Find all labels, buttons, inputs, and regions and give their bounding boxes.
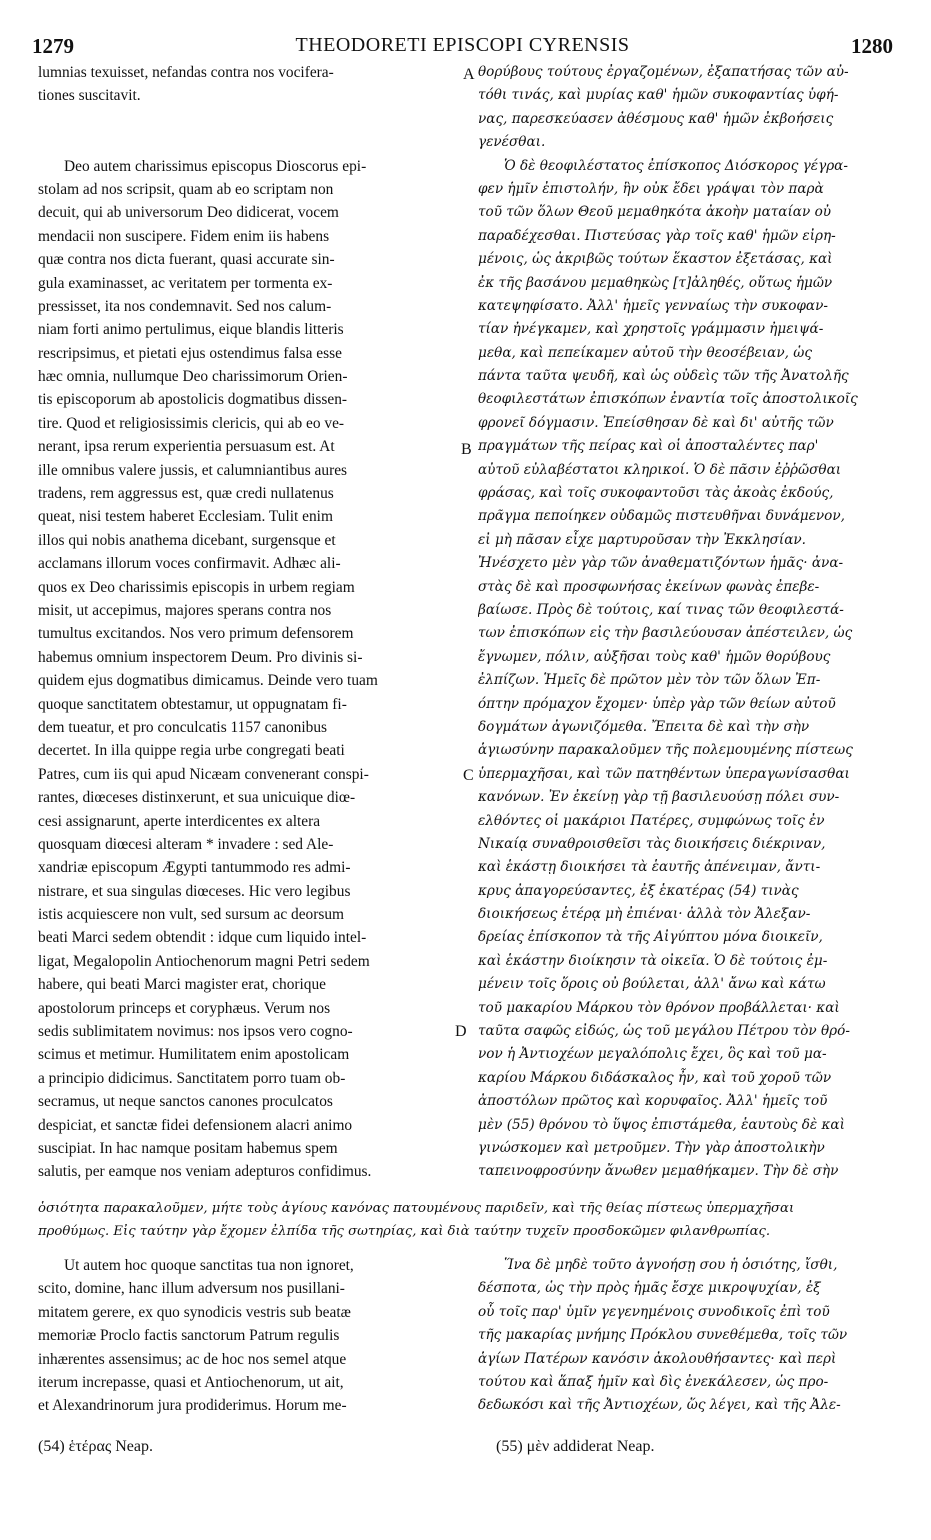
text-line: tiones suscitavit. <box>38 87 141 105</box>
text-line: inhærentes assensimus; ac de hoc nos semel atque <box>38 1350 347 1368</box>
text-line: ἐλπίζων. Ἡμεῖς δὲ πρῶτον μὲν τὸν τῶν ὅλων Ἐπ- <box>478 672 821 689</box>
text-line: των ἐπισκόπων εἰς τὴν βασιλεύουσαν ἀπέστειλεν, ὡς <box>478 625 853 642</box>
text-line: βαίωσε. Πρὸς δὲ τούτοις, καί τινας τῶν θεοφιλεστά- <box>478 601 844 618</box>
text-line: nerant, ipsa rerum experientia persuasum est. At <box>38 438 335 456</box>
text-line: μένοις, ὡς ἀκριβῶς τούτων ἕκαστον ἐξετάσας, καὶ <box>478 251 833 268</box>
text-line: ὁσιότητα παρακαλοῦμεν, μήτε τοὺς ἁγίους κανόνας πατουμένους παριδεῖν, καὶ τῆς θείας πίστεως ὑπερμαχῆσαι <box>38 1201 795 1216</box>
text-line: ταῦτα σαφῶς εἰδώς, ὡς τοῦ μεγάλου Πέτρου τὸν θρό- <box>478 1023 850 1040</box>
text-line: παραδέχεσθαι. Πιστεύσας γὰρ τοῖς καθ' ἡμῶν εἰρη- <box>478 227 836 244</box>
text-line: memoriæ Proclo factis sanctorum Patrum regulis <box>38 1327 340 1345</box>
text-line: ille omnibus valere jussis, et calumniantibus aures <box>38 461 348 479</box>
text-line: τῆς μακαρίας μνήμης Πρόκλου συνεθέμεθα, τοῖς τῶν <box>478 1327 848 1344</box>
text-line: misit, ut accepimus, majores sperans contra nos <box>38 601 332 619</box>
full-width-greek-text <box>38 1197 901 1244</box>
text-line: tradens, rem aggressus est, quæ credi nullatenus <box>38 485 334 503</box>
text-line: αὐτοῦ εὐλαβέστατοι κληρικοί. Ὁ δὲ πᾶσιν ἐῤῥῶσθαι <box>478 461 842 478</box>
section-marker-b: B <box>461 441 472 458</box>
text-line: habemus omnium inspectorem Deum. Pro divinis si- <box>38 648 363 666</box>
text-line: θεοφιλεστάτων ἐπισκόπων ἐναντία τοῖς ἀποστολικοῖς <box>478 391 858 408</box>
text-line: quidem ejus dogmatibus dimicamus. Deinde vero tuam <box>38 672 378 690</box>
right-page-number: 1280 <box>851 34 893 58</box>
text-line: quos ex Deo charissimis episcopis in urbem regiam <box>38 578 355 596</box>
text-line: queat, nisi testem haberet Ecclesiam. Tulit enim <box>38 508 333 526</box>
text-line: δογμάτων ἀγωνιζόμεθα. Ἔπειτα δὲ καὶ τὴν σὴν <box>478 718 810 735</box>
text-line: ἔγνωμεν, πόλιν, αὐξῆσαι τοὺς καθ' ἡμῶν θορύβους <box>478 648 831 665</box>
text-line: καὶ ἑκάστην διοίκησιν τὰ οἰκεῖα. Ὁ δὲ τούτοις ἐμ- <box>478 952 828 969</box>
text-line: όπτην πρόμαχον ἔχομεν· ὑπὲρ γὰρ τῶν θείων αὐτοῦ <box>478 695 836 712</box>
text-line: tis episcoporum ab apostolicis dogmatibus dissen- <box>38 391 348 409</box>
text-line: στὰς δὲ καὶ προσφωνήσας ἐκείνων φωνὰς ἐπεβε- <box>478 578 820 595</box>
text-line: τοῦ τῶν ὅλων Θεοῦ μεμαθηκότα ἀκοὴν ματαίαν οὐ <box>478 204 832 221</box>
text-line: et Alexandrinorum jura prodiderimus. Horum me- <box>38 1397 347 1415</box>
text-line: πραγμάτων τῆς πείρας καὶ οἱ ἀποσταλέντες παρ' <box>478 438 819 455</box>
left-page-number: 1279 <box>32 34 74 58</box>
text-line: κατεψηφίσατο. Ἀλλ' ἡμεῖς γενναίως τὴν συκοφαν- <box>478 297 828 314</box>
text-line: τίαν ἠνέγκαμεν, καὶ χρηστοῖς γράμμασιν ἠμειψά- <box>478 321 824 338</box>
latin-column <box>38 61 456 1184</box>
text-line: φεν ἡμῖν ἐπιστολήν, ἣν οὐκ ἔδει γράψαι τὸν παρὰ <box>478 180 824 197</box>
text-line: πάντα ταῦτα ψευδῆ, καὶ ὡς οὐδεὶς τῶν τῆς Ἀνατολῆς <box>478 368 849 385</box>
text-line: despiciat, et sanctæ fidei defensionem alacri animo <box>38 1116 353 1134</box>
text-line: salutis, per eamque nos veniam adepturos confidimus. <box>38 1163 372 1181</box>
text-line: Νικαίᾳ συναθροισθεῖσι τὰς διοικήσεις διέκριναν, <box>478 835 826 852</box>
text-line: φρονεῖ δόγμασιν. Ἐπείσθησαν δὲ καὶ δι' αὐτῆς τῶν <box>478 414 834 431</box>
text-line: xandriæ episcopum Ægypti tantummodo res admi- <box>38 859 351 877</box>
text-line: scimus et metimur. Humilitatem enim apostolicam <box>38 1046 350 1064</box>
text-line: scito, domine, hanc illum adversum nos pusillani- <box>38 1280 345 1298</box>
text-line: μὲν (55) θρόνου τὸ ὕψος ἐπιστάμεθα, ἑαυτοὺς δὲ καὶ <box>478 1116 845 1133</box>
text-line: stolam ad nos scripsit, quam ab eo scriptam non <box>38 180 334 198</box>
text-line: Ἠνέσχετο μὲν γὰρ τῶν ἀναθεματιζόντων ἡμᾶς· ἀνα- <box>478 555 844 572</box>
text-line <box>38 108 456 131</box>
text-line: δέσποτα, ὡς τὴν πρὸς ἡμᾶς ἔσχε μικροψυχίαν, ἐξ <box>478 1280 821 1297</box>
text-line: ἁγιωσύνην παρακαλοῦμεν τῆς πολεμουμένης πίστεως <box>478 742 853 759</box>
text-line: dem tueatur, et pro conculcatis 1157 canonibus <box>38 718 328 736</box>
text-line: γενέσθαι. <box>478 134 546 151</box>
footnote-right: (55) μὲν addiderat Neap. <box>496 1438 655 1455</box>
text-line: ἁγίων Πατέρων κανόσιν ἀκολουθήσαντες· καὶ περὶ <box>478 1350 837 1367</box>
text-line: hæc omnia, nullumque Deo charissimorum Orien- <box>38 368 348 386</box>
text-line: πρᾶγμα πεποίηκεν οὐδαμῶς πιστευθῆναι δυνάμενον, <box>478 508 845 525</box>
section-marker-c: C <box>463 767 474 784</box>
text-line: Ut autem hoc quoque sanctitas tua non ignoret, <box>64 1257 354 1274</box>
latin-column-continued <box>38 1254 456 1418</box>
text-line: rantes, diœceses distinxerunt, et sua unicuique diœ- <box>38 789 356 807</box>
text-line: ὑπερμαχῆσαι, καὶ τῶν πατηθέντων ὑπεραγωνίσασθαι <box>478 765 850 782</box>
text-line: Ὁ δὲ θεοφιλέστατος ἐπίσκοπος Διόσκορος γέγρα- <box>504 157 848 174</box>
text-line: προθύμως. Εἰς ταύτην γὰρ ἔχομεν ἐλπίδα τῆς σωτηρίας, καὶ διὰ ταύτην τυχεῖν προσδοκῶμεν φιλανθρωπίας. <box>38 1224 771 1240</box>
text-line: a principio didicimus. Sanctitatem porro tuam ob- <box>38 1069 346 1087</box>
section-marker-a: A <box>463 66 475 83</box>
text-line: tumultus excitandos. Nos vero primum defensorem <box>38 625 354 643</box>
text-line: suscipiat. In hac namque positam habemus spem <box>38 1139 338 1157</box>
text-line: nistrare, et sua singulas diœceses. Hic vero legibus <box>38 882 351 900</box>
page-header <box>32 34 893 64</box>
text-line: τούτου καὶ ἅπαξ ἡμῖν καὶ δὶς ἐνεκάλεσεν, ὡς προ- <box>478 1373 829 1390</box>
text-line: apostolorum princeps et coryphæus. Verum nos <box>38 999 331 1017</box>
text-line: διοικήσεως ἑτέρᾳ μὴ ἐπιέναι· ἀλλὰ τὸν Ἀλεξαν- <box>478 906 811 923</box>
text-line: κανόνων. Ἐν ἐκείνῃ γὰρ τῇ βασιλευούσῃ πόλει συν- <box>478 789 840 806</box>
text-line: niam forti animo pertulimus, eique blandis litteris <box>38 321 344 339</box>
text-line: tire. Quod et religiosissimis clericis, qui ab eo ve- <box>38 414 345 432</box>
text-line: δρείας ἐπίσκοπον τὰ τῆς Αἰγύπτου μόνα διοικεῖν, <box>478 929 823 946</box>
footnote-left: (54) ἑτέρας Neap. <box>38 1438 153 1455</box>
text-line: Patres, cum iis qui apud Nicæam convenerant conspi- <box>38 765 369 783</box>
text-line: τοῦ μακαρίου Μάρκου τὸν θρόνον προβάλλεται· καὶ <box>478 999 840 1016</box>
text-line: ταπεινοφροσύνην ἄνωθεν μεμαθήκαμεν. Τὴν δὲ σὴν <box>478 1163 839 1180</box>
text-line: ελθόντες οἱ μακάριοι Πατέρες, συμφώνως τοῖς ἐν <box>478 812 825 829</box>
text-line: acclamans illorum voces confirmavit. Adhæc ali- <box>38 555 341 573</box>
text-line: sedis sublimitatem novimus: nos ipsos vero cogno- <box>38 1023 353 1041</box>
text-line: ἀποστόλων πρῶτος καὶ κορυφαῖος. Ἀλλ' ἡμεῖς τοῦ <box>478 1093 828 1110</box>
text-line: ligat, Megalopolin Antiochenorum magni Petri sedem <box>38 952 370 970</box>
text-line: Ἵνα δὲ μηδὲ τοῦτο ἀγνοήσῃ σου ἡ ὁσιότης, ἴσθι, <box>504 1257 838 1273</box>
text-line: μένειν τοῖς ὅροις οὐ βούλεται, ἀλλ' ἄνω καὶ κάτω <box>478 976 826 993</box>
text-line: Deo autem charissimus episcopus Dioscorus epi- <box>64 157 367 175</box>
text-line: τόθι τινάς, καὶ μυρίας καθ' ἡμῶν συκοφαντίας ὑφή- <box>478 87 839 104</box>
text-line: quoque sanctitatem obtestamur, ut oppugnatam fi- <box>38 695 347 713</box>
text-line: κρυς ἀπαγορεύσαντες, ἐξ ἑκατέρας (54) τινὰς <box>478 882 799 899</box>
text-line: δεδωκόσι καὶ τῆς Ἀντιοχέων, ὥς λέγει, καὶ τῆς Ἀλε- <box>478 1397 841 1414</box>
text-line: εἰ μὴ πᾶσαν εἶχε μαρτυροῦσαν τὴν Ἐκκλησίαν. <box>478 531 806 548</box>
text-line: θορύβους τούτους ἐργαζομένων, ἐξαπατήσας τῶν αὐ- <box>478 64 849 80</box>
text-line: rescripsimus, et pietati ejus ostendimus falsa esse <box>38 344 342 362</box>
text-line: φράσας, καὶ τοῖς συκοφαντοῦσι τὰς ἀκοὰς ἐκδούς, <box>478 485 834 502</box>
text-line: gula examinasset, ac veritatem per tormenta ex- <box>38 274 333 292</box>
text-line: lumnias texuisset, nefandas contra nos vocifera- <box>38 64 334 81</box>
text-line: νον ἡ Ἀντιοχέων μεγαλόπολις ἔχει, ὃς καὶ τοῦ μα- <box>478 1046 827 1063</box>
text-line: καρίου Μάρκου διδάσκαλος ἦν, καὶ τοῦ χοροῦ τῶν <box>478 1069 832 1086</box>
text-line <box>38 131 456 154</box>
text-line: μεθα, καὶ πεπείκαμεν αὐτοῦ τὴν θεοσέβειαν, ὡς <box>478 344 812 361</box>
text-line: istis acquiescere non vult, sed sursum ac deorsum <box>38 906 345 924</box>
text-line: quæ contra nos dicta fuerant, quasi accurate sin- <box>38 251 335 269</box>
text-line: decuit, qui ab universorum Deo didicerat, vocem <box>38 204 339 222</box>
text-line: illos qui nobis anathema dicebant, surgensque et <box>38 531 336 549</box>
greek-column <box>478 61 898 1184</box>
running-title: THEODORETI EPISCOPI CYRENSIS <box>295 34 630 56</box>
text-line: iterum increpasse, quasi et Antiochenorum, ut ait, <box>38 1373 344 1391</box>
text-line: secramus, ut neque sanctos canones proculcatos <box>38 1093 333 1111</box>
text-line: habere, qui beati Marci magister erat, chorique <box>38 976 327 994</box>
text-line: quosquam diœcesi alteram * invadere : sed Ale- <box>38 835 334 853</box>
text-line: νας, παρεσκεύασεν ἀθέσμους καθ' ἡμῶν ἐκβοήσεις <box>478 110 834 127</box>
text-line: mitatem gerere, ex quo synodicis vestris sub beatæ <box>38 1303 351 1321</box>
text-line: beati Marci sedem obtendit : idque cum liquido intel- <box>38 929 367 947</box>
greek-column-continued <box>478 1254 898 1418</box>
text-line: cesi assignarunt, aperte interdicentes ex altera <box>38 812 321 830</box>
text-line: γινώσκομεν καὶ μετροῦμεν. Τὴν γὰρ ἀποστολικὴν <box>478 1139 825 1156</box>
text-line: οὗ τοῖς παρ' ὑμῖν γεγενημένοις συνοδικοῖς ἐπὶ τοῦ <box>478 1303 830 1320</box>
text-line: decertet. In illa quippe regia urbe congregati beati <box>38 742 345 760</box>
text-line: καὶ ἑκάστῃ διοικήσει τὰ ἑαυτῆς ἀπένειμαν, ἄντι- <box>478 859 821 876</box>
text-line: ἐκ τῆς βασάνου μεμαθηκὼς [τ]ἀληθές, οὕτως ἡμῶν <box>478 274 833 291</box>
text-line: pressisset, ita nos condemnavit. Sed nos calum- <box>38 297 332 315</box>
section-marker-d: D <box>455 1023 467 1040</box>
text-line: mendacii non suscipere. Fidem enim iis habens <box>38 227 330 245</box>
